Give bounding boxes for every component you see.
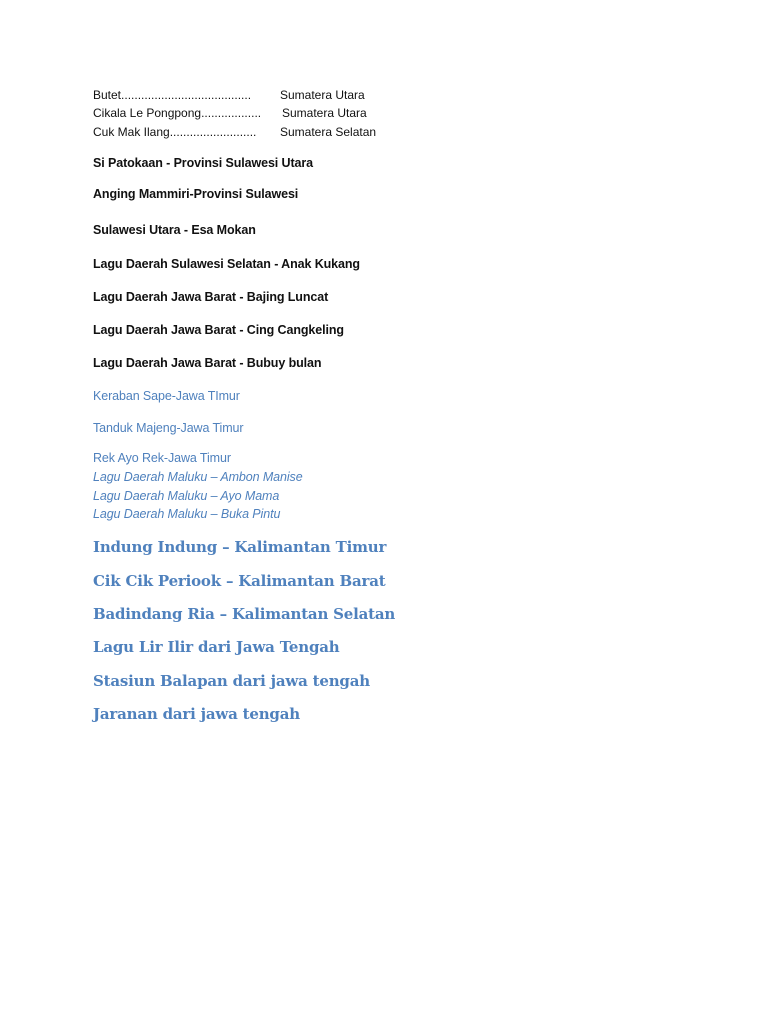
song-name: Cikala Le Pongpong xyxy=(93,106,202,120)
song-line-blue: Keraban Sape-Jawa TImur xyxy=(93,389,240,403)
song-line-italic: Lagu Daerah Maluku – Buka Pintu xyxy=(93,507,281,521)
song-heading: Stasiun Balapan dari jawa tengah xyxy=(93,672,370,690)
song-pair-row xyxy=(93,88,251,102)
song-pair-row xyxy=(93,125,256,139)
song-line: Lagu Daerah Jawa Barat - Bubuy bulan xyxy=(93,356,322,370)
song-heading: Lagu Lir Ilir dari Jawa Tengah xyxy=(93,638,340,656)
song-line: Lagu Daerah Sulawesi Selatan - Anak Kukang xyxy=(93,257,360,271)
province-name: Sumatera Utara xyxy=(280,88,365,102)
province-name: Sumatera Selatan xyxy=(280,125,377,139)
song-name: Cuk Mak Ilang xyxy=(93,125,170,139)
song-heading: Cik Cik Periook – Kalimantan Barat xyxy=(93,572,386,590)
song-heading: Indung Indung – Kalimantan Timur xyxy=(93,538,387,556)
song-line-italic: Lagu Daerah Maluku – Ambon Manise xyxy=(93,470,303,484)
song-line: Lagu Daerah Jawa Barat - Cing Cangkeling xyxy=(93,323,344,337)
dot-leader: ....................................... xyxy=(121,88,252,102)
province-name: Sumatera Utara xyxy=(282,106,367,120)
song-line: Anging Mammiri-Provinsi Sulawesi xyxy=(93,187,299,201)
song-pair-row xyxy=(93,106,261,120)
song-name: Butet xyxy=(93,88,122,102)
song-heading: Jaranan dari jawa tengah xyxy=(93,705,300,723)
song-heading: Badindang Ria – Kalimantan Selatan xyxy=(93,605,396,623)
song-line: Sulawesi Utara - Esa Mokan xyxy=(93,223,256,237)
song-line: Lagu Daerah Jawa Barat - Bajing Luncat xyxy=(93,290,329,304)
song-line-italic: Lagu Daerah Maluku – Ayo Mama xyxy=(93,489,280,503)
song-line-blue: Rek Ayo Rek-Jawa Timur xyxy=(93,451,231,465)
dot-leader: .......................... xyxy=(169,125,257,139)
song-line-blue: Tanduk Majeng-Jawa Timur xyxy=(93,421,244,435)
dot-leader: .................. xyxy=(201,106,262,120)
song-line: Si Patokaan - Provinsi Sulawesi Utara xyxy=(93,156,313,170)
